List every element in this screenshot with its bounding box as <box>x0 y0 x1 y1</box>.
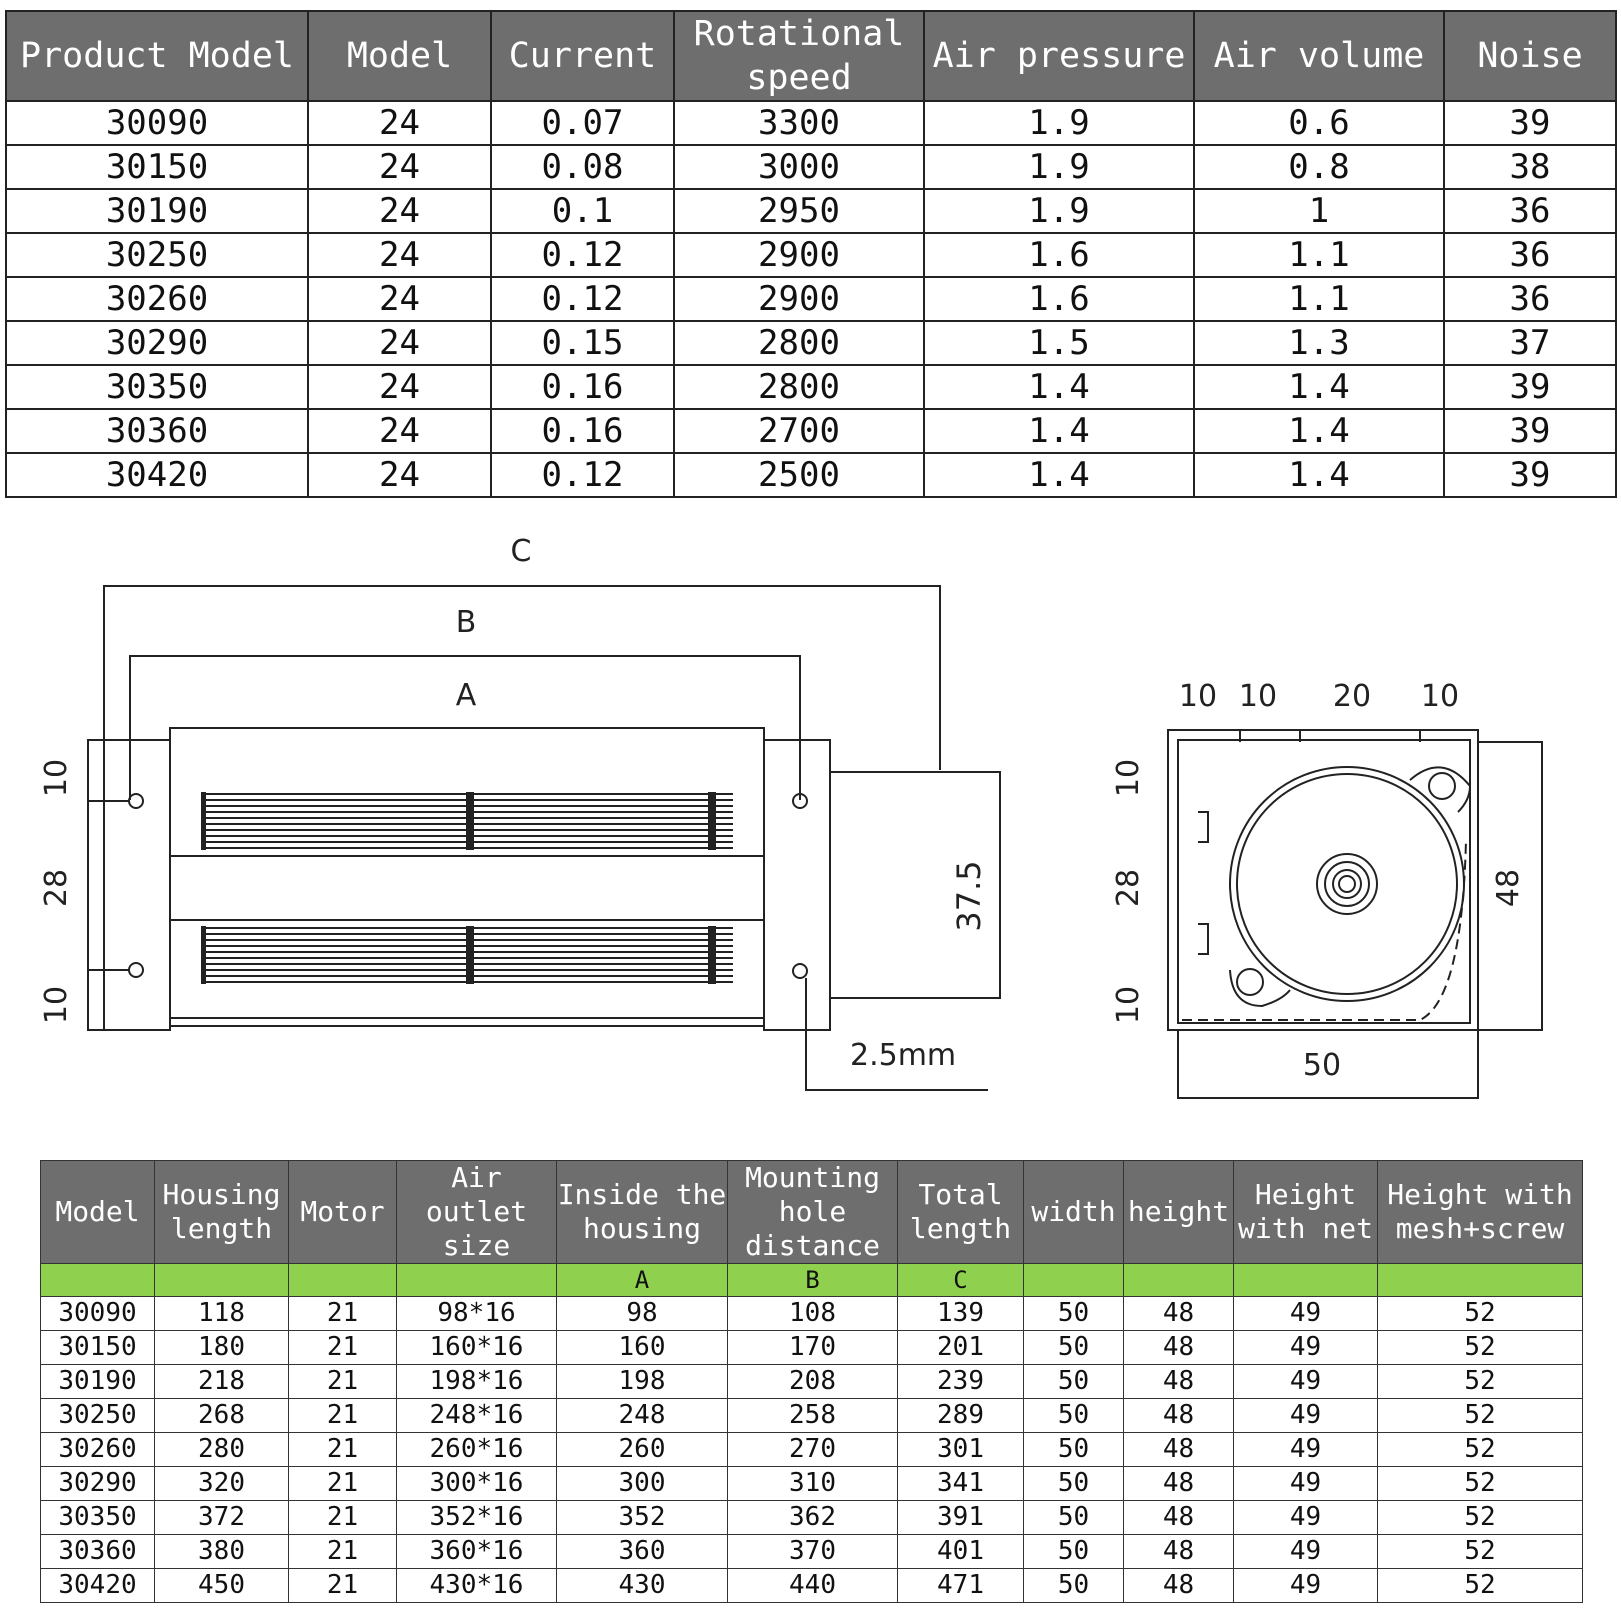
table-cell: 370 <box>728 1535 898 1569</box>
table-cell: 36 <box>1444 233 1616 277</box>
table-cell: 49 <box>1234 1433 1378 1467</box>
table-row <box>41 1433 1583 1467</box>
table-cell: 49 <box>1234 1501 1378 1535</box>
table-cell: 2800 <box>674 321 924 365</box>
table-cell: 37 <box>1444 321 1616 365</box>
dim-header-width: width <box>1024 1161 1124 1264</box>
table-cell: 218 <box>155 1365 289 1399</box>
table-row <box>6 365 1616 409</box>
sub-header-cell: B <box>728 1264 898 1297</box>
table-cell: 270 <box>728 1433 898 1467</box>
table-cell: 49 <box>1234 1365 1378 1399</box>
table-cell: 3300 <box>674 101 924 145</box>
table-cell: 0.12 <box>491 277 674 321</box>
table-cell: 320 <box>155 1467 289 1501</box>
table-cell: 98*16 <box>397 1297 557 1331</box>
dim-header-housing-length: Housing length <box>155 1161 289 1264</box>
dim-header-model: Model <box>41 1161 155 1264</box>
table-cell: 24 <box>308 189 491 233</box>
table-cell: 139 <box>898 1297 1024 1331</box>
table-cell: 48 <box>1124 1501 1234 1535</box>
table-cell: 239 <box>898 1365 1024 1399</box>
spec-header-rotational-speed: Rotational speed <box>674 11 924 101</box>
table-cell: 301 <box>898 1433 1024 1467</box>
outlet-height-label: 37.5 <box>950 860 988 932</box>
table-cell: 1.5 <box>924 321 1194 365</box>
table-cell: 39 <box>1444 101 1616 145</box>
table-cell: 21 <box>289 1365 397 1399</box>
sub-header-cell <box>1234 1264 1378 1297</box>
table-cell: 258 <box>728 1399 898 1433</box>
spec-table-head <box>6 11 1616 101</box>
table-cell: 30350 <box>6 365 308 409</box>
table-cell: 50 <box>1024 1569 1124 1603</box>
table-cell: 1.6 <box>924 233 1194 277</box>
end-view-frame <box>1168 730 1478 1030</box>
spec-header-air-volume: Air volume <box>1194 11 1444 101</box>
spec-table-body <box>6 101 1616 497</box>
table-cell: 160 <box>557 1331 728 1365</box>
table-cell: 341 <box>898 1467 1024 1501</box>
end-top-3: 20 <box>1332 679 1372 714</box>
table-cell: 50 <box>1024 1433 1124 1467</box>
table-cell: 360 <box>557 1535 728 1569</box>
table-cell: 48 <box>1124 1365 1234 1399</box>
table-cell: 450 <box>155 1569 289 1603</box>
technical-drawing <box>0 520 1621 1120</box>
label-c: C <box>510 534 532 569</box>
dim-header-inside-housing: Inside the housing <box>557 1161 728 1264</box>
spec-header-model: Model <box>308 11 491 101</box>
table-cell: 49 <box>1234 1467 1378 1501</box>
table-row <box>6 233 1616 277</box>
spec-header-product-model: Product Model <box>6 11 308 101</box>
table-cell: 21 <box>289 1399 397 1433</box>
table-row <box>41 1331 1583 1365</box>
table-cell: 430 <box>557 1569 728 1603</box>
table-cell: 1.4 <box>924 365 1194 409</box>
table-cell: 24 <box>308 101 491 145</box>
table-cell: 108 <box>728 1297 898 1331</box>
table-cell: 50 <box>1024 1399 1124 1433</box>
table-cell: 372 <box>155 1501 289 1535</box>
table-cell: 30090 <box>41 1297 155 1331</box>
pin-leader <box>806 978 988 1090</box>
dim-table-subheader-row <box>41 1264 1583 1297</box>
table-cell: 198*16 <box>397 1365 557 1399</box>
table-cell: 39 <box>1444 409 1616 453</box>
table-cell: 401 <box>898 1535 1024 1569</box>
table-cell: 21 <box>289 1331 397 1365</box>
table-cell: 36 <box>1444 189 1616 233</box>
table-cell: 362 <box>728 1501 898 1535</box>
table-cell: 30290 <box>41 1467 155 1501</box>
table-cell: 30420 <box>41 1569 155 1603</box>
table-cell: 248 <box>557 1399 728 1433</box>
table-cell: 24 <box>308 277 491 321</box>
end-left-top: 10 <box>1111 758 1146 798</box>
sub-header-cell <box>1124 1264 1234 1297</box>
left-dim-mid: 28 <box>39 868 74 908</box>
table-row <box>6 409 1616 453</box>
table-cell: 30190 <box>41 1365 155 1399</box>
table-cell: 52 <box>1378 1331 1583 1365</box>
table-cell: 300 <box>557 1467 728 1501</box>
table-cell: 118 <box>155 1297 289 1331</box>
table-cell: 39 <box>1444 365 1616 409</box>
table-cell: 1.4 <box>1194 365 1444 409</box>
table-row <box>41 1535 1583 1569</box>
end-left-bottom: 10 <box>1111 985 1146 1025</box>
table-cell: 1.1 <box>1194 277 1444 321</box>
table-row <box>6 189 1616 233</box>
table-cell: 48 <box>1124 1535 1234 1569</box>
sub-header-cell: A <box>557 1264 728 1297</box>
table-cell: 21 <box>289 1569 397 1603</box>
table-cell: 52 <box>1378 1501 1583 1535</box>
table-row <box>6 453 1616 497</box>
table-cell: 280 <box>155 1433 289 1467</box>
table-cell: 1.6 <box>924 277 1194 321</box>
spec-table <box>5 10 1617 498</box>
table-cell: 2700 <box>674 409 924 453</box>
table-cell: 0.12 <box>491 233 674 277</box>
table-cell: 24 <box>308 321 491 365</box>
table-cell: 98 <box>557 1297 728 1331</box>
end-top-2: 10 <box>1238 679 1278 714</box>
table-cell: 471 <box>898 1569 1024 1603</box>
dim-table-header-row <box>41 1161 1583 1264</box>
table-row <box>41 1297 1583 1331</box>
table-cell: 50 <box>1024 1501 1124 1535</box>
table-cell: 30190 <box>6 189 308 233</box>
table-cell: 48 <box>1124 1297 1234 1331</box>
dim-table-head <box>41 1161 1583 1264</box>
table-row <box>41 1399 1583 1433</box>
table-cell: 300*16 <box>397 1467 557 1501</box>
table-cell: 198 <box>557 1365 728 1399</box>
table-cell: 2900 <box>674 277 924 321</box>
left-dim-top: 10 <box>39 758 74 798</box>
end-bottom-label: 50 <box>1302 1048 1342 1083</box>
table-cell: 52 <box>1378 1569 1583 1603</box>
table-cell: 170 <box>728 1331 898 1365</box>
table-cell: 1.4 <box>1194 453 1444 497</box>
dimension-c-line <box>104 586 940 770</box>
mount-hole-icon <box>129 794 143 808</box>
table-cell: 52 <box>1378 1467 1583 1501</box>
center-band <box>170 856 764 920</box>
sub-header-cell <box>289 1264 397 1297</box>
table-cell: 49 <box>1234 1535 1378 1569</box>
table-cell: 1.1 <box>1194 233 1444 277</box>
left-dim-bottom: 10 <box>39 985 74 1025</box>
table-cell: 30260 <box>41 1433 155 1467</box>
dim-header-height: height <box>1124 1161 1234 1264</box>
table-cell: 3000 <box>674 145 924 189</box>
table-cell: 260 <box>557 1433 728 1467</box>
table-cell: 24 <box>308 453 491 497</box>
table-cell: 0.8 <box>1194 145 1444 189</box>
spec-header-noise: Noise <box>1444 11 1616 101</box>
table-cell: 260*16 <box>397 1433 557 1467</box>
pin-size-label: 2.5mm <box>850 1038 957 1073</box>
table-cell: 30420 <box>6 453 308 497</box>
table-cell: 440 <box>728 1569 898 1603</box>
dim-header-motor: Motor <box>289 1161 397 1264</box>
spec-table-header-row <box>6 11 1616 101</box>
table-cell: 50 <box>1024 1331 1124 1365</box>
table-cell: 52 <box>1378 1365 1583 1399</box>
table-cell: 39 <box>1444 453 1616 497</box>
table-row <box>41 1501 1583 1535</box>
table-cell: 30260 <box>6 277 308 321</box>
end-right-label: 48 <box>1491 868 1526 908</box>
label-a: A <box>455 678 477 713</box>
table-cell: 2900 <box>674 233 924 277</box>
table-cell: 1 <box>1194 189 1444 233</box>
table-cell: 360*16 <box>397 1535 557 1569</box>
table-cell: 52 <box>1378 1433 1583 1467</box>
dim-table-body <box>41 1264 1583 1603</box>
table-row <box>41 1365 1583 1399</box>
spec-header-air-pressure: Air pressure <box>924 11 1194 101</box>
table-cell: 0.08 <box>491 145 674 189</box>
table-cell: 30360 <box>41 1535 155 1569</box>
table-cell: 30350 <box>41 1501 155 1535</box>
mount-hole-icon <box>129 963 143 977</box>
table-cell: 0.16 <box>491 365 674 409</box>
table-cell: 0.15 <box>491 321 674 365</box>
fan-motor-circle <box>1230 767 1464 1001</box>
table-cell: 24 <box>308 145 491 189</box>
dim-header-height-mesh-screw: Height with mesh+screw <box>1378 1161 1583 1264</box>
table-cell: 430*16 <box>397 1569 557 1603</box>
table-cell: 21 <box>289 1297 397 1331</box>
table-cell: 49 <box>1234 1399 1378 1433</box>
table-cell: 50 <box>1024 1467 1124 1501</box>
table-cell: 1.4 <box>924 409 1194 453</box>
table-cell: 30150 <box>6 145 308 189</box>
table-cell: 50 <box>1024 1535 1124 1569</box>
table-cell: 30090 <box>6 101 308 145</box>
table-cell: 310 <box>728 1467 898 1501</box>
table-cell: 0.16 <box>491 409 674 453</box>
table-cell: 52 <box>1378 1297 1583 1331</box>
table-cell: 30360 <box>6 409 308 453</box>
sub-header-cell: C <box>898 1264 1024 1297</box>
table-cell: 0.1 <box>491 189 674 233</box>
table-cell: 50 <box>1024 1365 1124 1399</box>
table-cell: 24 <box>308 409 491 453</box>
label-b: B <box>455 605 477 640</box>
table-cell: 49 <box>1234 1331 1378 1365</box>
table-cell: 268 <box>155 1399 289 1433</box>
table-row <box>6 145 1616 189</box>
dim-header-total-length: Total length <box>898 1161 1024 1264</box>
table-cell: 352*16 <box>397 1501 557 1535</box>
table-cell: 352 <box>557 1501 728 1535</box>
table-cell: 21 <box>289 1467 397 1501</box>
sub-header-cell <box>155 1264 289 1297</box>
table-cell: 30290 <box>6 321 308 365</box>
table-cell: 36 <box>1444 277 1616 321</box>
sub-header-cell <box>1024 1264 1124 1297</box>
end-top-4: 10 <box>1420 679 1460 714</box>
table-cell: 21 <box>289 1535 397 1569</box>
table-cell: 30150 <box>41 1331 155 1365</box>
table-cell: 1.9 <box>924 101 1194 145</box>
dimension-table <box>40 1160 1583 1603</box>
table-cell: 2950 <box>674 189 924 233</box>
table-cell: 180 <box>155 1331 289 1365</box>
table-row <box>41 1569 1583 1603</box>
table-cell: 201 <box>898 1331 1024 1365</box>
table-cell: 391 <box>898 1501 1024 1535</box>
table-cell: 49 <box>1234 1297 1378 1331</box>
table-cell: 0.12 <box>491 453 674 497</box>
table-cell: 21 <box>289 1433 397 1467</box>
table-cell: 24 <box>308 365 491 409</box>
table-row <box>41 1467 1583 1501</box>
table-cell: 1.4 <box>1194 409 1444 453</box>
table-cell: 30250 <box>6 233 308 277</box>
table-cell: 289 <box>898 1399 1024 1433</box>
table-cell: 48 <box>1124 1331 1234 1365</box>
table-cell: 0.07 <box>491 101 674 145</box>
table-cell: 24 <box>308 233 491 277</box>
end-mount-hole-icon <box>1429 773 1455 799</box>
table-cell: 380 <box>155 1535 289 1569</box>
sub-header-cell <box>1378 1264 1583 1297</box>
table-row <box>6 277 1616 321</box>
table-cell: 52 <box>1378 1399 1583 1433</box>
table-cell: 2500 <box>674 453 924 497</box>
end-left-mid: 28 <box>1111 868 1146 908</box>
table-cell: 38 <box>1444 145 1616 189</box>
table-cell: 248*16 <box>397 1399 557 1433</box>
table-cell: 48 <box>1124 1433 1234 1467</box>
table-cell: 0.6 <box>1194 101 1444 145</box>
end-top-1: 10 <box>1178 679 1218 714</box>
table-cell: 1.3 <box>1194 321 1444 365</box>
table-cell: 48 <box>1124 1399 1234 1433</box>
table-row <box>6 101 1616 145</box>
mount-hole-icon <box>793 964 807 978</box>
table-cell: 50 <box>1024 1297 1124 1331</box>
table-cell: 2800 <box>674 365 924 409</box>
table-cell: 160*16 <box>397 1331 557 1365</box>
dim-header-air-outlet-size: Air outlet size <box>397 1161 557 1264</box>
sub-header-cell <box>41 1264 155 1297</box>
table-cell: 208 <box>728 1365 898 1399</box>
table-row <box>6 321 1616 365</box>
spec-header-current: Current <box>491 11 674 101</box>
table-cell: 1.9 <box>924 189 1194 233</box>
table-cell: 52 <box>1378 1535 1583 1569</box>
table-cell: 30250 <box>41 1399 155 1433</box>
dim-header-mounting-hole-distance: Mounting hole distance <box>728 1161 898 1264</box>
dim-header-height-with-net: Height with net <box>1234 1161 1378 1264</box>
table-cell: 21 <box>289 1501 397 1535</box>
table-cell: 48 <box>1124 1467 1234 1501</box>
end-mount-hole-icon <box>1237 969 1263 995</box>
sub-header-cell <box>397 1264 557 1297</box>
right-flange <box>764 740 830 1030</box>
table-cell: 48 <box>1124 1569 1234 1603</box>
table-cell: 1.9 <box>924 145 1194 189</box>
table-cell: 1.4 <box>924 453 1194 497</box>
table-cell: 49 <box>1234 1569 1378 1603</box>
